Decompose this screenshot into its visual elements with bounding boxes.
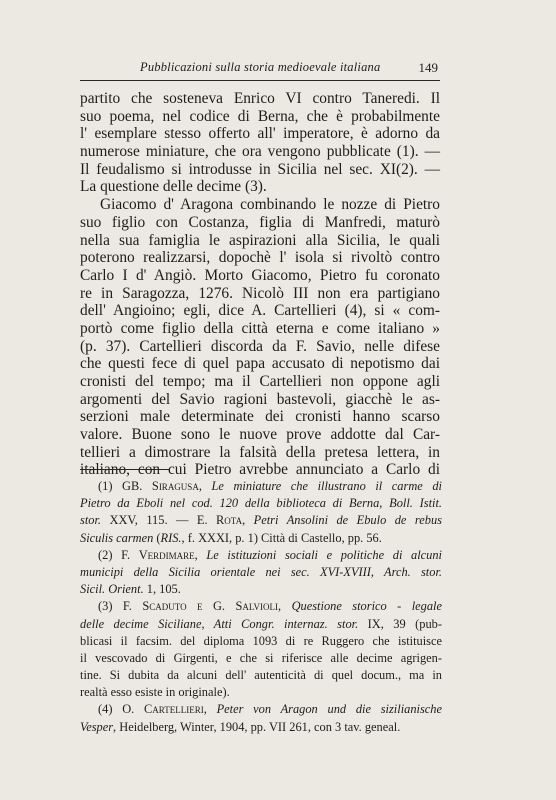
- footnote-line: [80, 512, 442, 529]
- footnote-text-run: tine. Si dubita da alcuni dell' autenticità di quel docum., ma in: [80, 668, 442, 683]
- footnote-text-run: XXV, 115. — E.: [101, 513, 217, 528]
- body-line: italiano, con cui Pietro avrebbe annunciato a Carlo di: [80, 461, 440, 479]
- footnotes: [80, 478, 442, 736]
- body-line: La questione delle decime (3).: [80, 178, 267, 196]
- footnote-line: [80, 478, 442, 495]
- body-line: valore. Buone sono le nuove prove addotte dal Car-: [80, 426, 440, 444]
- body-line: portò come figlio della città eterna e come italiano »: [80, 319, 440, 337]
- footnote-text-run: (: [153, 530, 161, 545]
- body-line: nella sua famiglia le aspirazioni alla Sicilia, le quali: [80, 231, 440, 249]
- body-line: (p. 37). Cartellieri discorda da F. Savio, nelle difese: [80, 337, 440, 355]
- footnote-text-run: RIS.: [160, 530, 182, 545]
- footnote-text-run: ,: [203, 702, 217, 717]
- footnote-text-run: IX, 39 (pub-: [358, 616, 442, 631]
- body-line: numerose miniature, che ora vengono pubblicate (1). —: [80, 143, 440, 161]
- footnote-text-run: Le istituzioni sociali e politiche di alcuni: [206, 547, 442, 562]
- footnote-text-run: Pietro da Eboli nel cod. 120 della biblioteca di Berna, Boll. Istit.: [80, 496, 442, 511]
- footnote-text-run: , Heidelberg, Winter, 1904, pp. VII 261, con 3 tav. geneal.: [113, 719, 401, 734]
- footnote-line: [80, 530, 442, 547]
- footnote-line: [80, 684, 442, 701]
- footnote-line: [80, 719, 442, 736]
- body-line: Carlo I d' Angiò. Morto Giacomo, Pietro fu coronato: [80, 266, 440, 284]
- body-line: serzioni male determinate dei cronisti hanno scarso: [80, 408, 440, 426]
- footnote-text-run: Scaduto e G. Salvioli: [142, 599, 279, 614]
- footnote-text-run: (4) O.: [98, 702, 144, 717]
- body-line: argomenti del Savio ragioni bastevoli, giacchè le as-: [80, 390, 440, 408]
- footnote-line: [80, 667, 442, 684]
- footnote-text-run: ,: [242, 513, 254, 528]
- body-line: l' esemplare stesso offerto all' imperatore, è adorno da: [80, 125, 440, 143]
- footnote-line: [80, 547, 442, 564]
- body-text: [80, 90, 440, 479]
- footnote-text-run: Siculis carmen: [80, 530, 154, 545]
- body-line: tellieri a dimostrare la falsità della pretesa lettera, in: [80, 443, 440, 461]
- footnote-text-run: , f. XXXI, p. 1) Città di Castello, pp. 56.: [181, 530, 382, 545]
- footnote-line: [80, 616, 442, 633]
- footnote-rule: [80, 469, 170, 470]
- footnote-text-run: municipi della Sicilia orientale nei sec. XVI-XVIII, Arch. stor.: [80, 564, 442, 579]
- footnote-line: [80, 633, 442, 650]
- footnote-text-run: ,: [194, 547, 207, 562]
- footnote-line: [80, 701, 442, 718]
- footnote-text-run: (2) F.: [98, 547, 139, 562]
- footnote-text-run: Siragusa: [151, 479, 199, 493]
- page-number: 149: [418, 60, 438, 75]
- body-line: Il feudalismo si introdusse in Sicilia nel sec. XI(2). —: [80, 160, 440, 178]
- footnote-text-run: ,: [198, 479, 212, 493]
- footnote-text-run: Rota: [216, 513, 243, 528]
- body-line: cronisti del tempo; ma il Cartellieri non oppone agli: [80, 373, 440, 390]
- body-line: Giacomo d' Aragona combinando le nozze di Pietro: [100, 196, 440, 214]
- footnote-text-run: ,: [278, 599, 292, 614]
- footnote-text-run: Verdimare: [138, 547, 195, 562]
- body-line: re in Saragozza, 1276. Nicolò III non era partigiano: [80, 284, 440, 302]
- footnote-text-run: Questione storico - legale: [291, 599, 443, 614]
- footnote-text-run: delle decime Siciliane, Atti Congr. internaz. stor.: [80, 616, 359, 631]
- body-line: suo figlio con Costanza, figlia di Manfredi, maturò: [80, 213, 440, 231]
- footnote-line: [80, 598, 442, 615]
- footnote-line: [80, 564, 442, 581]
- body-line: partito che sosteneva Enrico VI contro Taneredi. Il: [80, 90, 440, 107]
- footnote-text-run: stor.: [80, 513, 102, 528]
- footnote-text-run: realtà esso esiste in originale).: [80, 685, 230, 700]
- footnote-line: [80, 581, 442, 598]
- footnote-text-run: 1, 105.: [143, 582, 181, 597]
- body-line: suo poema, nel codice di Berna, che è probabilmente: [80, 107, 440, 125]
- footnote-text-run: (1) GB.: [98, 479, 152, 493]
- footnote-text-run: Le miniature che illustrano il carme di: [211, 479, 442, 493]
- body-line: che questi fece di quel papa accusato di nepotismo dai: [80, 355, 440, 373]
- page-header: [80, 58, 440, 81]
- footnote-text-run: blicasi il facsim. del diploma 1093 di re Ruggero che istituisce: [80, 633, 442, 648]
- body-line: dell' Angioino; egli, dice A. Cartellieri (4), si « com-: [80, 302, 440, 320]
- footnote-text-run: (3) F.: [98, 599, 143, 614]
- footnote-line: [80, 650, 442, 667]
- footnote-text-run: Cartellieri: [144, 702, 204, 717]
- body-line: poterono realizzarsi, dopochè l' isola si rivoltò contro: [80, 249, 440, 267]
- footnote-text-run: Peter von Aragon und die sizilianische: [216, 702, 442, 717]
- running-title: Pubblicazioni sulla storia medioevale italiana: [140, 60, 381, 74]
- footnote-text-run: Vesper: [80, 719, 114, 734]
- footnote-text-run: il vescovado di Girgenti, e che si riferisce alle decime agrigen-: [80, 650, 442, 665]
- footnote-text-run: Petri Ansolini de Ebulo de rebus: [253, 513, 442, 528]
- footnote-text-run: Sicil. Orient.: [80, 582, 144, 597]
- footnote-line: [80, 495, 442, 512]
